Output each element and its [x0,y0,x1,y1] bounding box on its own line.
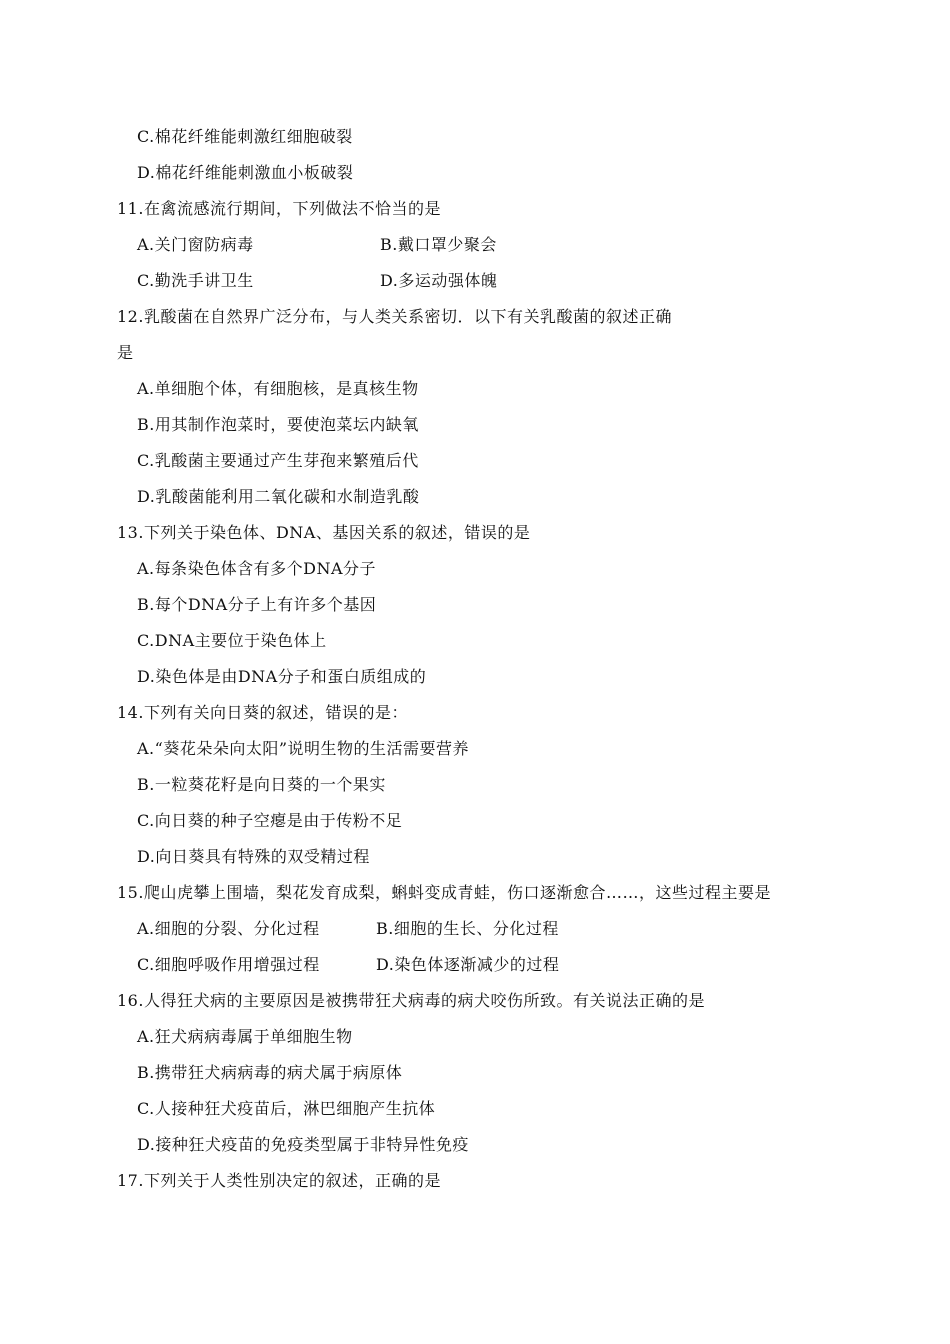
q14-option-c: C.向日葵的种子空瘪是由于传粉不足 [137,811,403,830]
q15-option-b: B.细胞的生长、分化过程 [376,919,559,938]
q13-option-b: B.每个DNA分子上有许多个基因 [137,595,377,614]
q15-option-d: D.染色体逐渐减少的过程 [376,955,560,974]
q13-stem: 13.下列关于染色体、DNA、基因关系的叙述，错误的是 [117,523,531,542]
q13-option-d: D.染色体是由DNA分子和蛋白质组成的 [137,667,427,686]
q16-option-b: B.携带狂犬病病毒的病犬属于病原体 [137,1063,403,1082]
q12-stem-line1: 12.乳酸菌在自然界广泛分布，与人类关系密切．以下有关乳酸菌的叙述正确 [117,307,672,326]
q12-option-a: A.单细胞个体，有细胞核，是真核生物 [137,379,419,398]
q11-option-d: D.多运动强体魄 [380,271,498,290]
q16-stem: 16.人得狂犬病的主要原因是被携带狂犬病毒的病犬咬伤所致。有关说法正确的是 [117,991,705,1010]
q16-option-d: D.接种狂犬疫苗的免疫类型属于非特异性免疫 [137,1135,469,1154]
q11-option-c: C.勤洗手讲卫生 [137,271,254,290]
q11-option-b: B.戴口罩少聚会 [380,235,497,254]
q14-stem: 14.下列有关向日葵的叙述，错误的是： [117,703,408,722]
q14-option-a: A.“葵花朵朵向太阳”说明生物的生活需要营养 [137,739,470,758]
q12-option-d: D.乳酸菌能利用二氧化碳和水制造乳酸 [137,487,420,506]
q12-stem-line2: 是 [117,343,134,362]
q13-option-a: A.每条染色体含有多个DNA分子 [137,559,377,578]
q15-option-a: A.细胞的分裂、分化过程 [137,919,320,938]
q14-option-b: B.一粒葵花籽是向日葵的一个果实 [137,775,386,794]
q15-stem: 15.爬山虎攀上围墙，梨花发育成梨，蝌蚪变成青蛙，伤口逐渐愈合……，这些过程主要是 [117,883,771,902]
q12-option-c: C.乳酸菌主要通过产生芽孢来繁殖后代 [137,451,419,470]
q10-option-d: D.棉花纤维能刺激血小板破裂 [137,163,354,182]
q11-stem: 11.在禽流感流行期间，下列做法不恰当的是 [117,199,441,218]
q12-option-b: B.用其制作泡菜时，要使泡菜坛内缺氧 [137,415,419,434]
q11-option-a: A.关门窗防病毒 [137,235,254,254]
q10-option-c: C.棉花纤维能刺激红细胞破裂 [137,127,353,146]
q17-stem: 17.下列关于人类性别决定的叙述，正确的是 [117,1171,441,1190]
q13-option-c: C.DNA主要位于染色体上 [137,631,327,650]
q15-option-c: C.细胞呼吸作用增强过程 [137,955,320,974]
q14-option-d: D.向日葵具有特殊的双受精过程 [137,847,370,866]
q16-option-c: C.人接种狂犬疫苗后，淋巴细胞产生抗体 [137,1099,436,1118]
q16-option-a: A.狂犬病病毒属于单细胞生物 [137,1027,353,1046]
